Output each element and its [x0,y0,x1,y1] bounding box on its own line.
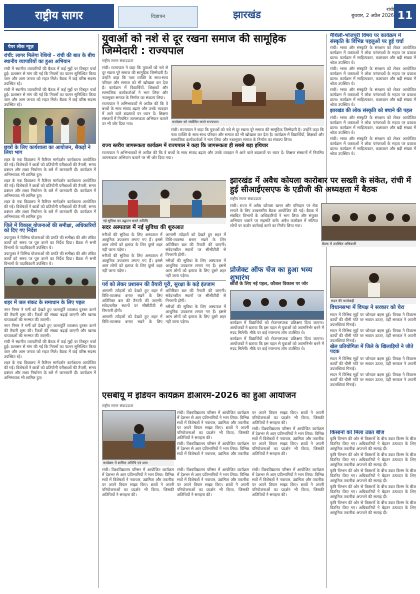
mid-left-story [102,180,226,354]
story-headline: रांची: लागर मिलेगा रेशियो - रांची की बात के बीच स्थानीय व्यापारियों का हुआ अभियान [4,53,95,65]
story-photo [330,266,416,298]
brand-logo: राष्ट्रीय सागर [4,4,114,28]
masthead [4,4,416,28]
photo-caption: सदन की कार्यवाही [330,298,416,304]
story-body: रांची। भाषा और संस्कृति के संरक्षण को लेकर आयोजित कार्यक्रम में वक्ताओं ने लोक परंपराओं के महत्व पर प्रकाश डाला। कार्यक्रम में साहित्यकार, कलाकार और बड़ी संख्या में श्रोता उपस्थित थे। रांची। भाषा और संस्कृति के संरक्षण को लेकर आयोजित कार्यक्रम में वक्ताओं ने लोक परंपराओं के महत्व पर प्रकाश डाला। कार्यक्रम में साहित्यकार, कलाकार और बड़ी संख्या में श्रोता उपस्थित थे। रांची। भाषा और संस्कृति के संरक्षण को लेकर आयोजित कार्यक्रम में वक्ताओं ने लोक परंपराओं के महत्व पर प्रकाश डाला। कार्यक्रम में साहित्यकार, कलाकार और बड़ी संख्या में श्रोता उपस्थित थे। [330,45,416,108]
lead-photo [171,65,324,119]
story-photo [102,180,226,218]
story-photo [230,290,324,320]
byline: राष्ट्रीय सागर संवाददाता [102,58,134,64]
left-column [4,33,96,585]
story-headline: जिले में विकास योजनाओं की समीक्षा, अधिकारियों को दिए गए निर्देश [4,222,96,235]
story-photo [4,108,96,144]
story-body: रांची में स्थानीय व्यापारियों की बैठक में कई मुद्दों पर विस्तृत चर्चा हुई। प्रशासन से मांग की गई कि नियमों का पालन सुनिश्चित किया जाए और आम जनता को राहत मिले। बैठक में कई वरिष्ठ सदस्य उपस्थित रहे। रांची में स्थानीय व्यापारियों की बैठक में कई मुद्दों पर विस्तृत चर्चा हुई। प्रशासन से मांग की गई कि नियमों का पालन सुनिश्चित किया जाए और आम जनता को राहत मिले। बैठक में कई वरिष्ठ सदस्य उपस्थित रहे। [4,65,96,107]
story-body: कार्यक्रम में विद्यार्थियों को रोजगारपरक प्रशिक्षण दिया जाएगा। आयोजकों ने बताया कि इस पहल से युवाओं को आत्मनिर्भर बनने में मदद मिलेगी। मौके पर कई गणमान्य लोग उपस्थित थे। कार्यक्रम में विद्यार्थियों को रोजगारपरक प्रशिक्षण दिया जाएगा। आयोजकों ने बताया कि इस पहल से युवाओं को आत्मनिर्भर बनने में मदद मिलेगी। मौके पर कई गणमान्य लोग उपस्थित थे। [230,320,324,352]
story-body: कृषि विभाग की ओर से किसानों के बीच उन्नत किस्म के बीज वितरित किए गए। अधिकारियों ने बेहतर उत्पादन के लिए आधुनिक तकनीक अपनाने की सलाह दी। कृषि विभाग की ओर से किसानों के बीच उन्नत किस्म के बीज वितरित किए गए। अधिकारियों ने बेहतर उत्पादन के लिए आधुनिक तकनीक अपनाने की सलाह दी। कृषि विभाग की ओर से किसानों के बीच उन्नत किस्म के बीज वितरित किए गए। अधिकारियों ने बेहतर उत्पादन के लिए आधुनिक तकनीक अपनाने की सलाह दी। कृषि विभाग की ओर से किसानों के बीच उन्नत किस्म के बीज वितरित किए गए। अधिकारियों ने बेहतर उत्पादन के लिए आधुनिक तकनीक अपनाने की सलाह दी। कृषि विभाग की ओर से किसानों के बीच उन्नत किस्म के बीज वितरित किए गए। अधिकारियों ने बेहतर उत्पादन के लिए आधुनिक तकनीक अपनाने की सलाह दी। [330,436,416,516]
story-headline: मैथिली-भोजपुरी विषय पर कार्यक्रम में संस्कृति के विभिन्न पहलुओं पर हुई चर्चा [330,33,404,46]
story-body: आगामी त्योहारों को देखते हुए शहर में विधि-व्यवस्था बनाए रखने के लिए अतिरिक्त बल की तैनाती की जाएगी। संवेदनशील स्थानों पर सीसीटीवी से निगरानी होगी। आगामी त्योहारों को देखते हुए शहर में विधि-व्यवस्था बनाए रखने के लिए अतिरिक्त बल की तैनाती की जाएगी। संवेदनशील स्थानों पर सीसीटीवी से निगरानी होगी। मरीजों की सुविधा के लिए अस्पताल में आधुनिक उपकरण लगाए गए हैं। इससे आम लोगों को इलाज के लिए दूसरे शहर नहीं जाना पड़ेगा। [102,288,226,325]
story-subheadline: छात्रों के लिए नई पहल, कौशल विकास पर जोर [230,282,308,288]
story-body: मरीजों की सुविधा के लिए अस्पताल में आधुनिक उपकरण लगाए गए हैं। इससे आम लोगों को इलाज के लिए दूसरे शहर नहीं जाना पड़ेगा। मरीजों की सुविधा के लिए अस्पताल में आधुनिक उपकरण लगाए गए हैं। इससे आम लोगों को इलाज के लिए दूसरे शहर नहीं जाना पड़ेगा। आगामी त्योहारों को देखते हुए शहर में विधि-व्यवस्था बनाए रखने के लिए अतिरिक्त बल की तैनाती की जाएगी। संवेदनशील स्थानों पर सीसीटीवी से निगरानी होगी। मरीजों की सुविधा के लिए अस्पताल में आधुनिक उपकरण लगाए गए हैं। इससे आम लोगों को इलाज के लिए दूसरे शहर नहीं जाना पड़ेगा। [102,231,226,278]
assembly-photo-icon [331,267,416,297]
dateline: रांची बुधवार, 2 अप्रैल 2026 [351,8,394,19]
story-photo [4,267,96,299]
crowd-photo-icon [5,268,96,298]
expo-body: रांची। विश्वविद्यालय परिसर में आयोजित कार्यक्रम में देशभर से आए प्रतिभागियों ने भाग लिया। विभिन्न सत्रों में विशेषज्ञों ने नवाचार, उद्यमिता और तकनीक पर अपने विचार साझा किए। छात्रों ने अपनी परियोजनाओं का प्रदर्शन भी किया, जिसकी अतिथियों ने सराहना की। रांची। विश्वविद्यालय परिसर में आयोजित कार्यक्रम में देशभर से आए प्रतिभागियों ने भाग लिया। विभिन्न सत्रों में विशेषज्ञों ने नवाचार, उद्यमिता और तकनीक पर अपने विचार साझा किए। छात्रों ने अपनी परियोजनाओं का प्रदर्शन भी किया, जिसकी अतिथियों ने सराहना की। रांची। विश्वविद्यालय परिसर में आयोजित कार्यक्रम में देशभर से आए प्रतिभागियों ने भाग लिया। विभिन्न सत्रों में विशेषज्ञों ने नवाचार, उद्यमिता और तकनीक पर अपने विचार साझा किए। छात्रों ने अपनी परियोजनाओं का प्रदर्शन भी किया, जिसकी अतिथियों ने सराहना की। [102,467,324,498]
story-headline: किसानों को मिला उन्नत बीज [330,430,385,436]
story-body: रांची। भाषा और संस्कृति के संरक्षण को लेकर आयोजित कार्यक्रम में वक्ताओं ने लोक परंपराओं के महत्व पर प्रकाश डाला। कार्यक्रम में साहित्यकार, कलाकार और बड़ी संख्या में श्रोता उपस्थित थे। रांची। भाषा और संस्कृति के संरक्षण को लेकर आयोजित कार्यक्रम में वक्ताओं ने लोक परंपराओं के महत्व पर प्रकाश डाला। कार्यक्रम में साहित्यकार, कलाकार और बड़ी संख्या में श्रोता उपस्थित थे। [330,114,416,156]
right-bottom-story [330,430,416,586]
coal-story [230,176,416,262]
story-body: उपायुक्त ने विभिन्न योजनाओं की प्रगति की समीक्षा की और लंबित कार्यों को समय पर पूरा करने का निर्देश दिया। बैठक में सभी विभागों के पदाधिकारी उपस्थित थे। उपायुक्त ने विभिन्न योजनाओं की प्रगति की समीक्षा की और लंबित कार्यों को समय पर पूरा करने का निर्देश दिया। बैठक में सभी विभागों के पदाधिकारी उपस्थित थे। [4,235,96,267]
story-headline: शहर में जल संकट के समाधान के लिए पहल [4,300,85,307]
column-divider [326,34,327,588]
byline: राष्ट्रीय सागर संवाददाता [230,195,262,201]
story-headline: सदर अस्पताल में नई सुविधा की शुरुआत [102,225,184,232]
photo-caption: बैठक में उपस्थित अधिकारी [321,241,416,247]
story-headline: खेल प्रतियोगिता में जिले के खिलाड़ियों ने जीते पदक [330,343,414,356]
lead-subheadline: राज्य स्तरीय जागरूकता कार्यक्रम में राज्यपाल ने कहा कि जागरूकता ही सबसे बड़ा हथियार [102,142,269,149]
section-label: पेपर लीक न्यूज़ [4,43,38,51]
lead-story [102,33,324,175]
stage-photo-icon [103,411,175,459]
page-number: 11 [394,4,416,28]
section-name: झारखंड [233,10,261,21]
people-photo-icon [5,109,96,143]
story-headline: विधानसभा में विपक्ष ने सरकार को घेरा [330,305,405,312]
story-headline: छात्रों के लिए कार्यशाला का आयोजन, सैकड़ों ने लिया भाग [4,144,91,157]
right-top-story [330,33,416,183]
story-headline: झारखंड की लोक संस्कृति को बचाने की पहल [330,108,413,115]
lead-headline: युवाओं को नशे से दूर रखना समाज की सामूहिक जिम्मेदारी : राज्यपाल [102,33,286,58]
lead-body: राज्यपाल ने अभिभावकों से अपील की कि वे बच्चों के साथ संवाद बढ़ाएं और उनके व्यवहार में आने वाले बदलावों पर ध्यान दें। शिक्षण संस्थानों में नियमित जागरूकता अभियान चलाने पर भी जोर दिया गया। [102,149,324,160]
masthead-ad: विज्ञापन [118,6,198,28]
column-divider [98,34,99,588]
story-body: सदन में विभिन्न मुद्दों पर जोरदार बहस हुई। विपक्ष ने विकास कार्यों की धीमी गति पर सवाल उठाए, वहीं सरकार ने अपनी उपलब्धियां गिनाईं। सदन में विभिन्न मुद्दों पर जोरदार बहस हुई। विपक्ष ने विकास कार्यों की धीमी गति पर सवाल उठाए, वहीं सरकार ने अपनी उपलब्धियां गिनाईं। [330,356,416,388]
speaker-photo-icon [172,66,324,118]
lead-body: रांची। राज्यपाल ने कहा कि युवाओं को नशे से दूर रखना पूरे समाज की सामूहिक जिम्मेदारी है। उन्होंने कहा कि नशा व्यक्ति के साथ-साथ परिवार और समाज को भी खोखला कर देता है। कार्यक्रम में विद्यार्थियों, शिक्षकों और सामाजिक कार्यकर्ताओं ने भाग लिया और नशामुक्त समाज के निर्माण का संकल्प लिया। [171,126,324,142]
right-mid-story [330,266,416,426]
expo-story [102,392,324,586]
lead-body: रांची। राज्यपाल ने कहा कि युवाओं को नशे से दूर रखना पूरे समाज की सामूहिक जिम्मेदारी है। उन्होंने कहा कि नशा व्यक्ति के साथ-साथ परिवार और समाज को भी खोखला कर देता है। कार्यक्रम में विद्यार्थियों, शिक्षकों और सामाजिक कार्यकर्ताओं ने भाग लिया और नशामुक्त समाज के निर्माण का संकल्प लिया। राज्यपाल ने अभिभावकों से अपील की कि वे बच्चों के साथ संवाद बढ़ाएं और उनके व्यवहार में आने वाले बदलावों पर ध्यान दें। शिक्षण संस्थानों में नियमित जागरूकता अभियान चलाने पर भी जोर दिया गया। [102,65,168,127]
expo-photo [102,410,176,460]
expo-headline: एसबीयू में इंडियन कार्यक्रम डीआरम-2026 का हुआ आयोजन [102,392,297,401]
photo-caption: कार्यक्रम में शामिल अतिथि एवं छात्र [102,460,174,466]
story-body: सदन में विभिन्न मुद्दों पर जोरदार बहस हुई। विपक्ष ने विकास कार्यों की धीमी गति पर सवाल उठाए, वहीं सरकार ने अपनी उपलब्धियां गिनाईं। सदन में विभिन्न मुद्दों पर जोरदार बहस हुई। विपक्ष ने विकास कार्यों की धीमी गति पर सवाल उठाए, वहीं सरकार ने अपनी उपलब्धियां गिनाईं। [330,311,416,343]
story-body: नगर निगम ने गर्मी को देखते हुए जलापूर्ति व्यवस्था दुरुस्त करने की तैयारी शुरू की। टैंकरों की संख्या बढ़ाई जाएगी और खराब चापाकलों की मरम्मत की जाएगी। नगर निगम ने गर्मी को देखते हुए जलापूर्ति व्यवस्था दुरुस्त करने की तैयारी शुरू की। टैंकरों की संख्या बढ़ाई जाएगी और खराब चापाकलों की मरम्मत की जाएगी। रांची में स्थानीय व्यापारियों की बैठक में कई मुद्दों पर विस्तृत चर्चा हुई। प्रशासन से मांग की गई कि नियमों का पालन सुनिश्चित किया जाए और आम जनता को राहत मिले। बैठक में कई वरिष्ठ सदस्य उपस्थित रहे। शहर के एक विद्यालय में कैरियर मार्गदर्शन कार्यशाला आयोजित की गई। विशेषज्ञों ने छात्रों को प्रतियोगी परीक्षाओं की तैयारी, समय प्रबंधन और लक्ष्य निर्धारण के बारे में जानकारी दी। कार्यक्रम में अभिभावक भी शामिल हुए। [4,307,96,381]
story-headline: पर्व को लेकर प्रशासन की तैयारी पूरी, सुरक्षा के कड़े इंतजाम [102,282,215,289]
training-story [230,266,324,388]
photo-caption: नई सुविधा का उद्घाटन करते अतिथि [102,218,226,224]
coal-body: रांची। राज्य में अवैध कोयला खनन और परिवहन पर रोक लगाने के लिए उच्चस्तरीय बैठक आयोजित की गई। बैठक में संबंधित विभागों के अधिकारियों ने भाग लिया और संयुक्त अभियान चलाने पर सहमति बनी। अवैध कारोबार में संलिप्त लोगों पर कठोर कार्रवाई करने का निर्णय लिया गया। [230,202,318,228]
meeting-photo-icon [322,204,416,240]
story-body: शहर के एक विद्यालय में कैरियर मार्गदर्शन कार्यशाला आयोजित की गई। विशेषज्ञों ने छात्रों को प्रतियोगी परीक्षाओं की तैयारी, समय प्रबंधन और लक्ष्य निर्धारण के बारे में जानकारी दी। कार्यक्रम में अभिभावक भी शामिल हुए। शहर के एक विद्यालय में कैरियर मार्गदर्शन कार्यशाला आयोजित की गई। विशेषज्ञों ने छात्रों को प्रतियोगी परीक्षाओं की तैयारी, समय प्रबंधन और लक्ष्य निर्धारण के बारे में जानकारी दी। कार्यक्रम में अभिभावक भी शामिल हुए। शहर के एक विद्यालय में कैरियर मार्गदर्शन कार्यशाला आयोजित की गई। विशेषज्ञों ने छात्रों को प्रतियोगी परीक्षाओं की तैयारी, समय प्रबंधन और लक्ष्य निर्धारण के बारे में जानकारी दी। कार्यक्रम में अभिभावक भी शामिल हुए। [4,157,96,220]
coal-headline: झारखंड में अवैध कोयला कारोबार पर सख्ती के संकेत, रांची में हुई सीआईएसएफ के एडीजी की अध्यक्षता में बैठक [230,176,412,195]
group-photo-icon [231,291,324,319]
story-headline: प्रोजेक्ट ऑफ चेंज का हुआ भव्य शुभारंभ [230,266,313,283]
byline: राष्ट्रीय सागर संवाददाता [102,402,134,408]
event-photo-icon [103,181,226,217]
photo-caption: कार्यक्रम को संबोधित करते राज्यपाल [171,119,324,125]
masthead-rule [4,30,416,31]
expo-body: रांची। विश्वविद्यालय परिसर में आयोजित कार्यक्रम में देशभर से आए प्रतिभागियों ने भाग लिया। विभिन्न सत्रों में विशेषज्ञों ने नवाचार, उद्यमिता और तकनीक पर अपने विचार साझा किए। छात्रों ने अपनी परियोजनाओं का प्रदर्शन भी किया, जिसकी अतिथियों ने सराहना की। रांची। विश्वविद्यालय परिसर में आयोजित कार्यक्रम में देशभर से आए प्रतिभागियों ने भाग लिया। विभिन्न सत्रों में विशेषज्ञों ने नवाचार, उद्यमिता और तकनीक पर अपने विचार साझा किए। छात्रों ने अपनी परियोजनाओं का प्रदर्शन भी किया, जिसकी अतिथियों ने सराहना की। रांची। विश्वविद्यालय परिसर में आयोजित कार्यक्रम में देशभर से आए प्रतिभागियों ने भाग लिया। विभिन्न सत्रों में विशेषज्ञों ने नवाचार, उद्यमिता और तकनीक पर अपने विचार साझा किए। छात्रों ने अपनी परियोजनाओं का प्रदर्शन भी किया, जिसकी अतिथियों ने सराहना की। [177,409,324,456]
meeting-photo [321,203,416,241]
